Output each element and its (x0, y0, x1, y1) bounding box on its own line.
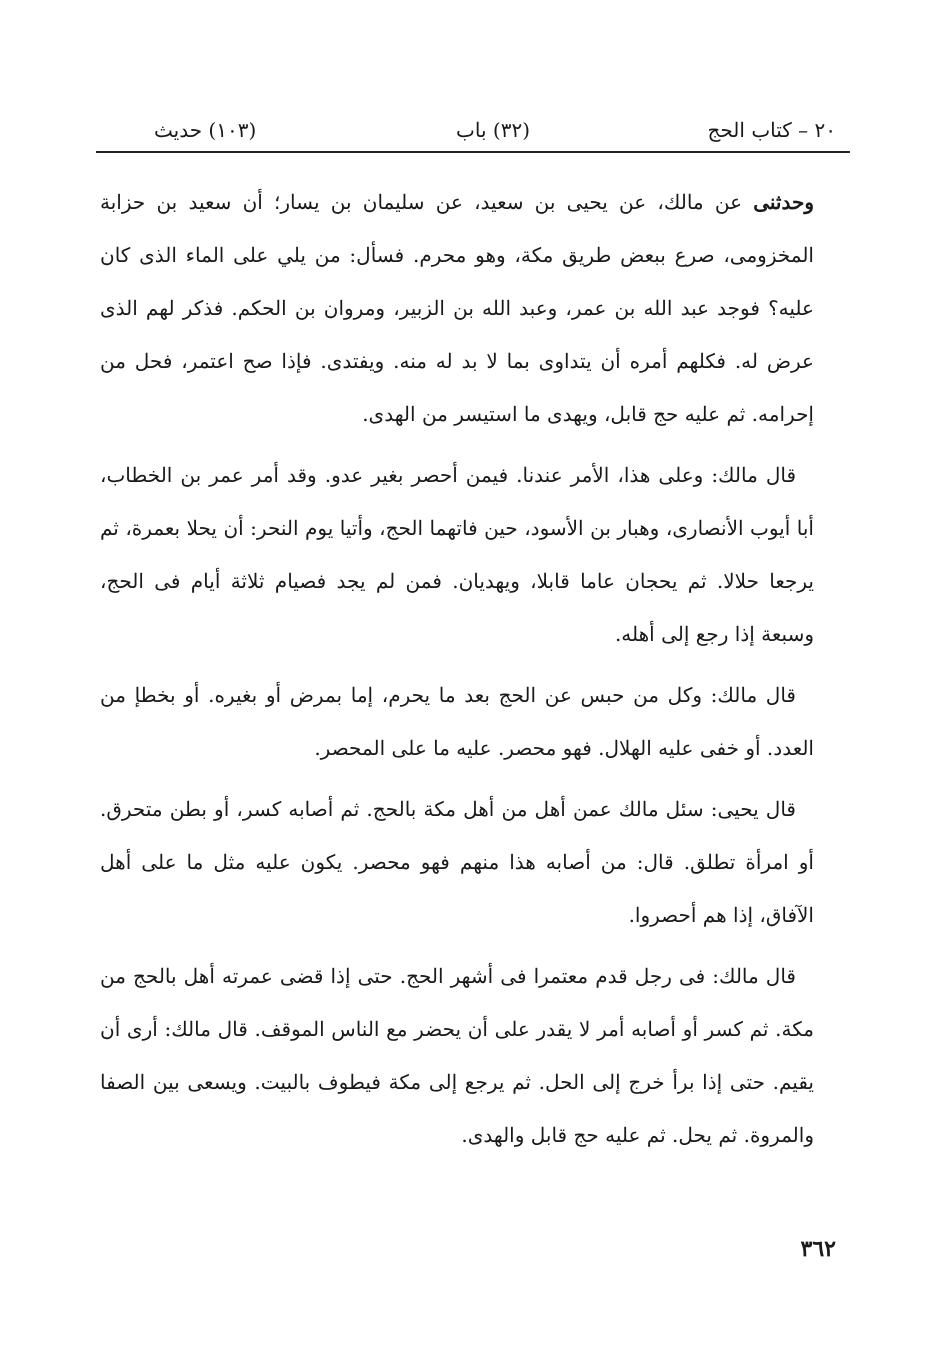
paragraph-5 (100, 950, 814, 1162)
header-book-title: ٢٠ – كتاب الحج (707, 118, 836, 142)
paragraph-2 (100, 449, 814, 661)
page-number: ٣٦٢ (800, 1236, 836, 1262)
paragraph-lead-word: وحدثنى (753, 190, 814, 214)
paragraph-4 (100, 783, 814, 942)
paragraph-1 (100, 176, 814, 441)
running-header (96, 112, 850, 152)
header-hadith-number: (١٠٣) حديث (154, 118, 257, 142)
header-divider (96, 151, 850, 153)
paragraph-text: عن مالك، عن يحيى بن سعيد، عن سليمان بن يسار؛ أن سعيد بن حزابة المخزومى، صرع ببعض طريق مكة، وهو محرم. فسأل: من يلي على الماء الذى كان عليه؟ فوجد عبد الله بن عمر، وعبد الله بن الزبير، ومروان بن الحكم. فذكر لهم الذى عرض له. فكلهم أمره أن يتداوى بما لا بد له منه. ويفتدى. فإذا صح اعتمر، فحل من إحرامه. ثم عليه حج قابل، ويهدى ما استيسر من الهدى. (100, 190, 814, 426)
paragraph-text: قال مالك: وكل من حبس عن الحج بعد ما يحرم، إما بمرض أو بغيره. أو بخطإ من العدد. أو خفى عليه الهلال. فهو محصر. عليه ما على المحصر. (100, 683, 814, 760)
paragraph-3 (100, 669, 814, 775)
paragraph-text: قال مالك: وعلى هذا، الأمر عندنا. فيمن أحصر بغير عدو. وقد أمر عمر بن الخطاب، أبا أيوب الأنصارى، وهبار بن الأسود، حين فاتهما الحج، وأتيا يوم النحر: أن يحلا بعمرة، ثم يرجعا حلالا. ثم يحجان عاما قابلا، ويهديان. فمن لم يجد فصيام ثلاثة أيام فى الحج، وسبعة إذا رجع إلى أهله. (100, 463, 814, 646)
page-body (100, 176, 814, 1168)
paragraph-text: قال مالك: فى رجل قدم معتمرا فى أشهر الحج. حتى إذا قضى عمرته أهل بالحج من مكة. ثم كسر أو أصابه أمر لا يقدر على أن يحضر مع الناس الموقف. قال مالك: أرى أن يقيم. حتى إذا برأ خرج إلى الحل. ثم يرجع إلى مكة فيطوف بالبيت. ويسعى بين الصفا والمروة. ثم يحل. ثم عليه حج قابل والهدى. (100, 964, 814, 1147)
paragraph-text: قال يحيى: سئل مالك عمن أهل من أهل مكة بالحج. ثم أصابه كسر، أو بطن متحرق. أو امرأة تطلق. قال: من أصابه هذا منهم فهو محصر. يكون عليه مثل ما على أهل الآفاق، إذا هم أحصروا. (100, 797, 814, 927)
header-chapter: (٣٢) باب (456, 118, 530, 142)
